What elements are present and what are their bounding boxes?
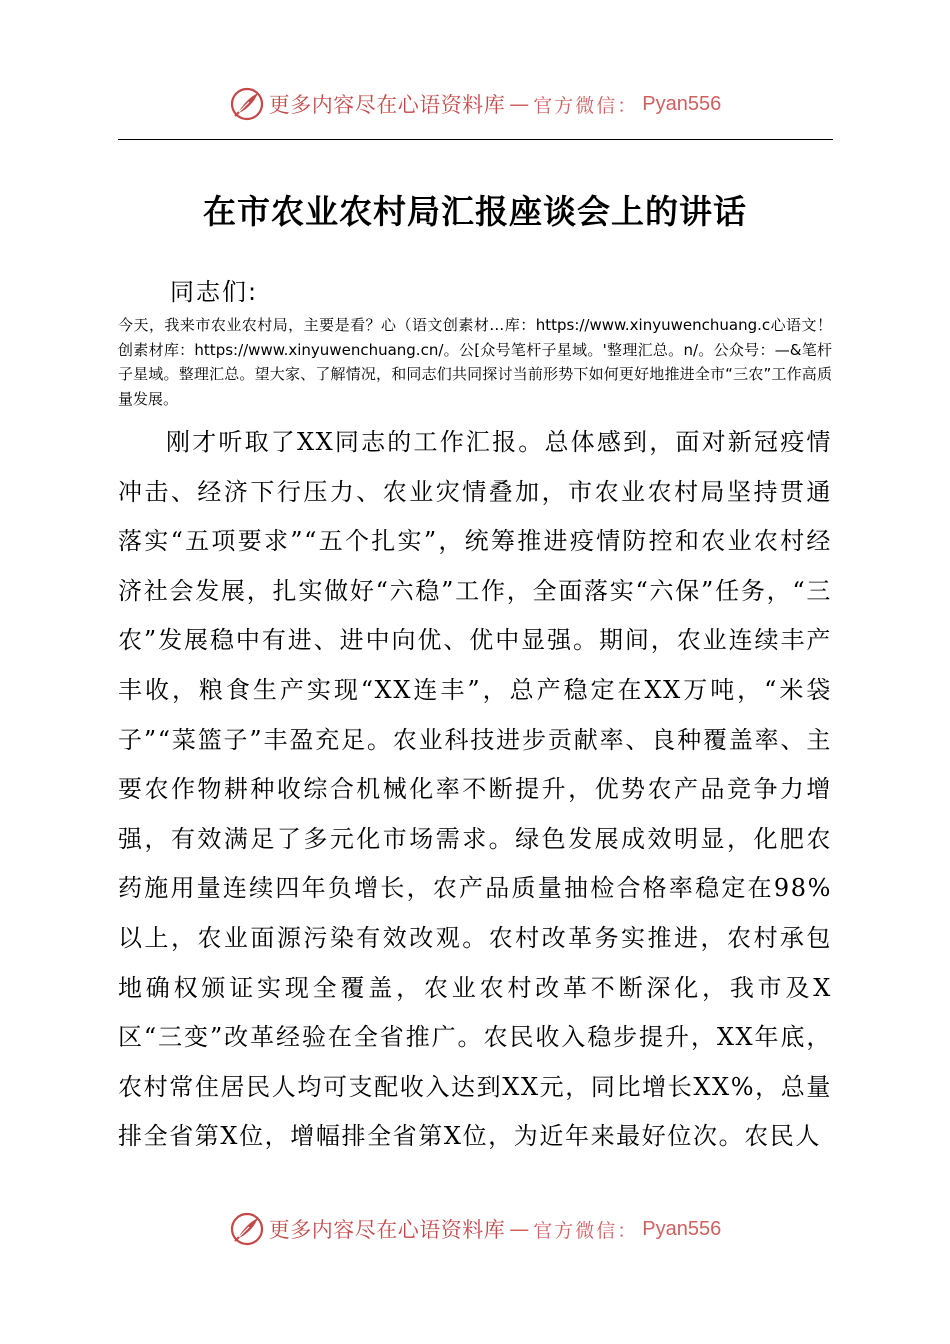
wechat-label: 官方微信： [533,94,639,117]
brand-text: 更多内容尽在心语资料库 [268,1218,506,1242]
footer-brand-banner [0,1209,950,1249]
header-divider [118,139,833,140]
wechat-id: Pyan556 [642,92,722,115]
brand-text: 更多内容尽在心语资料库 [268,93,506,117]
greeting: 同志们: [170,278,259,306]
body-paragraph: 刚才听取了XX同志的工作汇报。总体感到，面对新冠疫情冲击、经济下行压力、农业灾情叠加，市农业农村局坚持贯通落实“五项要求”“五个扎实”，统筹推进疫情防控和农业农村经济社会发展，扎实做好“六稳”工作，全面落实“六保”任务，“三农”发展稳中有进、进中向优、优中显强。期间，农业连续丰产丰收，粮食生产实现“XX连丰”，总产稳定在XX万吨，“米袋子”“菜篮子”丰盈充足。农业科技进步贡献率、良种覆盖率、主要农作物耕种收综合机械化率不断提升，优势农产品竞争力增强，有效满足了多元化市场需求。绿色发展成效明显，化肥农药施用量连续四年负增长，农产品质量抽检合格率稳定在98%以上，农业面源污染有效改观。农村改革务实推进，农村承包地确权颁证实现全覆盖，农业农村改革不断深化，我市及X区“三变”改革经验在全省推广。农民收入稳步提升，XX年底，农村常住居民人均可支配收入达到XX元，同比增长XX%，总量排全省第X位，增幅排全省第X位，为近年来最好位次。农民人 [118,428,832,1151]
document-title: 在市农业农村局汇报座谈会上的讲话 [203,192,747,231]
brand-separator: — [509,1217,530,1241]
intro-paragraph: 今天，我来市农业农村局，主要是看？心（语文创素材…库：https://www.xinyuwenchuang.c心语文！创素材库：https://www.xinyuwenchuang.cn/。公[众号笔杆子星域。'整理汇总。n/。公众号：—&笔杆子星域。整理汇总。望大家、了解情况，和同志们共同探讨当前形势下如何更好地推进全市“三农”工作高质量发展。 [118,316,832,408]
quill-logo-icon [229,1211,265,1247]
wechat-id: Pyan556 [642,1217,722,1240]
brand-separator: — [509,92,530,116]
wechat-label: 官方微信： [533,1219,639,1242]
quill-logo-icon [229,86,265,122]
header-brand-banner [0,84,950,124]
